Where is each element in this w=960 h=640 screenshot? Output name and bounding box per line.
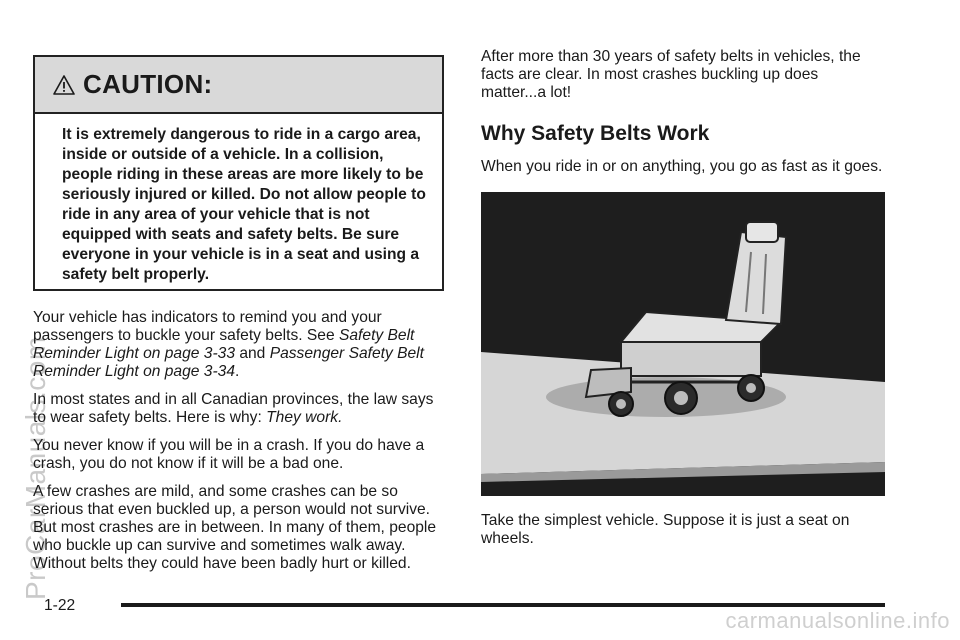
reminder-light-reference[interactable]: Safety Belt Reminder Light on page 3-33 [33, 327, 415, 362]
seat-illustration-svg [481, 192, 885, 496]
seat-on-wheels-illustration [481, 192, 885, 496]
section-heading: Why Safety Belts Work [481, 122, 710, 145]
reminder-text-end: . [235, 363, 240, 380]
reminder-text-and: and [235, 345, 270, 362]
speed-paragraph: When you ride in or on anything, you go as fast as it goes. [481, 158, 883, 175]
right-column-bottom [481, 512, 886, 558]
right-column [481, 48, 886, 186]
warning-triangle-icon [53, 74, 75, 96]
passenger-reminder-reference[interactable]: Passenger Safety Belt Reminder Light on page 3-34 [33, 345, 424, 380]
caution-text: It is extremely dangerous to ride in a cargo area, inside or outside of a vehicle. In a collision, people riding in these areas are more likely to be seriously injured or killed. Do not allow people to ride in any area of your vehicle that is not equipped with seats and safety belts. Be sure everyone in your vehicle is in a seat and using a safety belt properly. [62, 126, 426, 283]
crash-severity-paragraph: A few crashes are mild, and some crashes can be so serious that even buckled up, a person would not survive. But most crashes are in between. In many of them, people who buckle up can survive and sometimes walk away. Without belts they could have been badly hurt or killed. [33, 483, 437, 572]
footer-watermark: carmanualsonline.info [725, 608, 950, 633]
left-column [33, 309, 445, 583]
facts-paragraph: After more than 30 years of safety belts in vehicles, the facts are clear. In most crashes buckling up does matter...a lot! [481, 48, 861, 101]
page-number: 1-22 [44, 597, 76, 614]
caution-box [33, 55, 444, 291]
reminder-paragraph [33, 309, 445, 381]
seat-on-wheels-paragraph: Take the simplest vehicle. Suppose it is just a seat on wheels. [481, 512, 850, 547]
law-paragraph [33, 391, 445, 427]
reminder-text: Your vehicle has indicators to remind you and your passengers to buckle your safety belts. See [33, 309, 382, 344]
caution-header [35, 57, 442, 114]
caution-title: CAUTION: [83, 69, 213, 99]
law-emphasis: They work. [266, 409, 343, 426]
law-text: In most states and in all Canadian provinces, the law says to wear safety belts. Here is why: [33, 391, 434, 426]
footer-rule [121, 603, 885, 607]
crash-paragraph: You never know if you will be in a crash. If you do have a crash, you do not know if it will be a bad one. [33, 437, 425, 472]
side-watermark: ProCarManuals.com [20, 336, 51, 600]
